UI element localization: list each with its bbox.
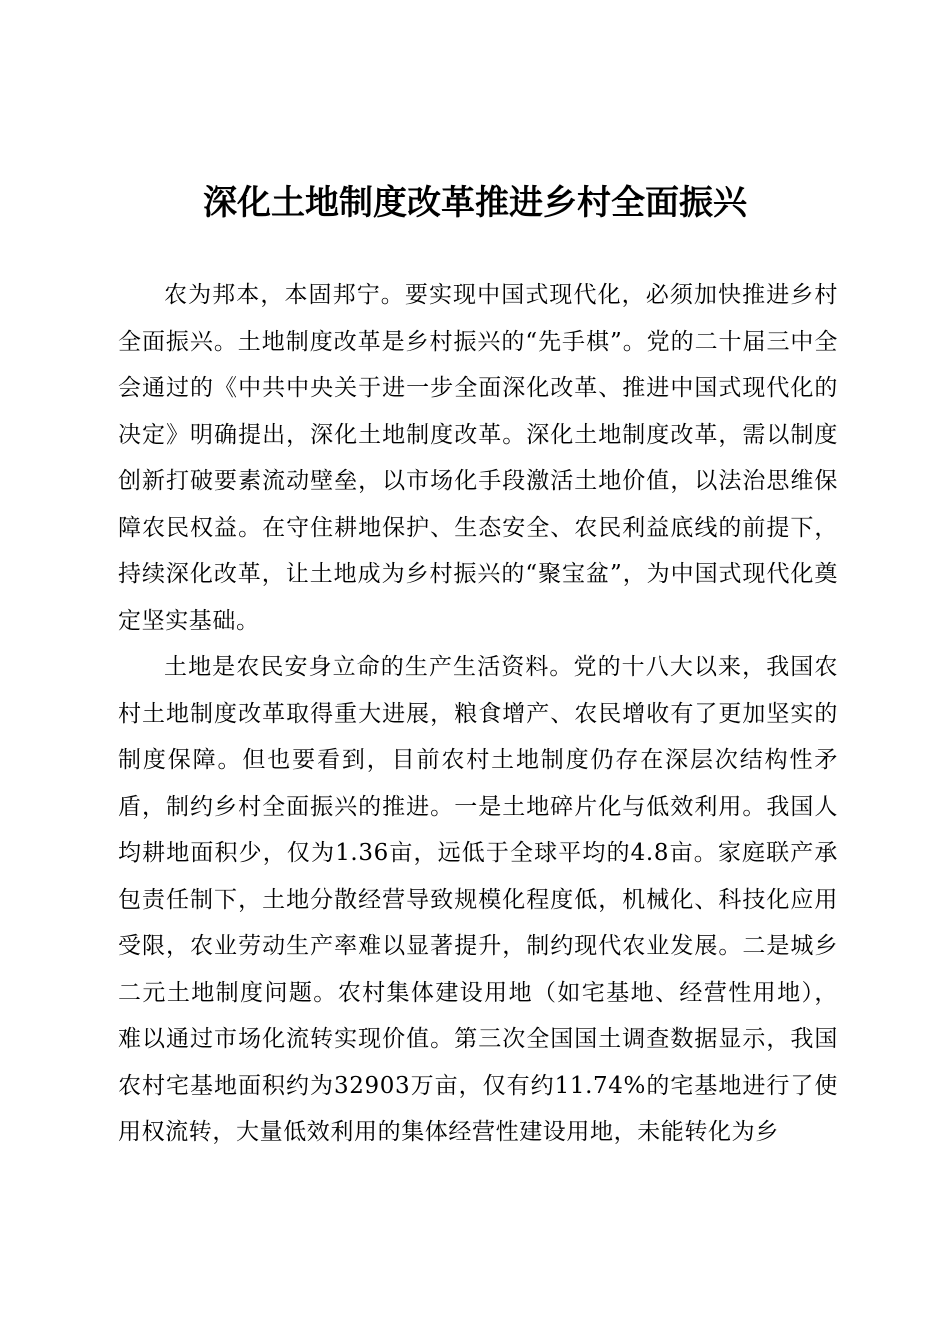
paragraph-2: 土地是农民安身立命的生产生活资料。党的十八大以来，我国农村土地制度改革取得重大进展，粮食增产、农民增收有了更加坚实的制度保障。但也要看到，目前农村土地制度仍存在深层次结构性矛盾，制约乡村全面振兴的推进。一是土地碎片化与低效利用。我国人均耕地面积少，仅为1.36亩，远低于全球平均的4.8亩。家庭联产承包责任制下，土地分散经营导致规模化程度低，机械化、科技化应用受限，农业劳动生产率难以显著提升，制约现代农业发展。二是城乡二元土地制度问题。农村集体建设用地（如宅基地、经营性用地），难以通过市场化流转实现价值。第三次全国国土调查数据显示，我国农村宅基地面积约为32903万亩，仅有约11.74%的宅基地进行了使用权流转，大量低效利用的集体经营性建设用地，未能转化为乡 xyxy=(118,654,838,1145)
paragraph-1: 农为邦本，本固邦宁。要实现中国式现代化，必须加快推进乡村全面振兴。土地制度改革是乡村振兴的“先手棋”。党的二十届三中全会通过的《中共中央关于进一步全面深化改革、推进中国式现代化的决定》明确提出，深化土地制度改革。深化土地制度改革，需以制度创新打破要素流动壁垒，以市场化手段激活土地价值，以法治思维保障农民权益。在守住耕地保护、生态安全、农民利益底线的前提下，持续深化改革，让土地成为乡村振兴的“聚宝盆”，为中国式现代化奠定坚实基础。 xyxy=(118,282,838,634)
document-body xyxy=(118,272,838,1156)
document-title: 深化土地制度改革推进乡村全面振兴 xyxy=(203,183,747,223)
